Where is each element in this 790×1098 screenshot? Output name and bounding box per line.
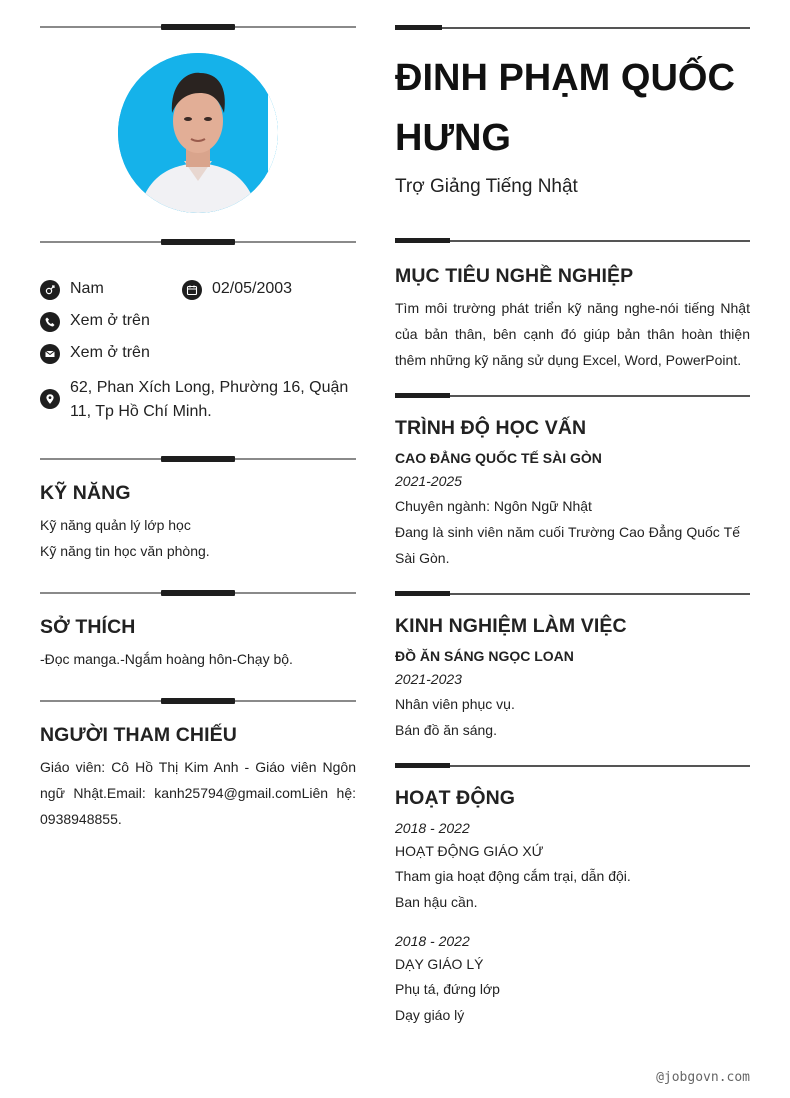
- divider: [40, 697, 356, 705]
- gender-value: Nam: [70, 280, 104, 297]
- education-title: TRÌNH ĐỘ HỌC VẤN: [395, 417, 587, 439]
- experience-line: Bán đồ ăn sáng.: [395, 722, 497, 738]
- birthdate-value: 02/05/2003: [212, 280, 293, 297]
- activities-title: HOẠT ĐỘNG: [395, 787, 516, 809]
- divider: [395, 238, 750, 244]
- experience-company: ĐỒ ĂN SÁNG NGỌC LOAN: [395, 648, 574, 664]
- mail-icon: [40, 344, 60, 364]
- education-major: Chuyên ngành: Ngôn Ngữ Nhật: [395, 498, 592, 514]
- birthdate-row: [182, 280, 292, 300]
- activity-period: 2018 - 2022: [395, 933, 470, 949]
- gender-icon: [40, 280, 60, 300]
- divider: [40, 455, 356, 463]
- education-school: CAO ĐẲNG QUỐC TẾ SÀI GÒN: [395, 450, 602, 466]
- avatar: [118, 53, 278, 213]
- divider: [395, 763, 750, 769]
- objective-text: Tìm môi trường phát triển kỹ năng nghe-nói tiếng Nhật của bản thân, bên cạnh đó giúp bản thân hoàn thiện thêm những kỹ năng sử dụng Excel, Word, PowerPoint.: [395, 300, 750, 368]
- references-title: NGƯỜI THAM CHIẾU: [40, 724, 237, 746]
- references-text: Giáo viên: Cô Hồ Thị Kim Anh - Giáo viên Ngôn ngữ Nhật.Email: kanh25794@gmail.comLiên hệ: 0938948855.: [40, 759, 356, 827]
- hobbies-text: -Đọc manga.-Ngắm hoàng hôn-Chạy bộ.: [40, 651, 293, 667]
- gender-row: [40, 280, 104, 300]
- activity-line: Phụ tá, đứng lớp: [395, 981, 500, 997]
- address-row: [40, 376, 356, 424]
- candidate-role: Trợ Giảng Tiếng Nhật: [395, 176, 578, 197]
- activity-period: 2018 - 2022: [395, 820, 470, 836]
- email-row: [40, 344, 150, 364]
- experience-title: KINH NGHIỆM LÀM VIỆC: [395, 615, 627, 637]
- activity-line: Tham gia hoạt động cắm trại, dẫn đội.: [395, 868, 631, 884]
- divider: [395, 591, 750, 597]
- activity-name: DẠY GIÁO LÝ: [395, 956, 484, 972]
- divider: [395, 25, 750, 31]
- watermark: @jobgovn.com: [656, 1070, 750, 1085]
- hobbies-title: SỞ THÍCH: [40, 616, 136, 638]
- phone-icon: [40, 312, 60, 332]
- calendar-icon: [182, 280, 202, 300]
- divider: [40, 589, 356, 597]
- skills-title: KỸ NĂNG: [40, 482, 131, 504]
- address-value: 62, Phan Xích Long, Phường 16, Quận 11, Tp Hồ Chí Minh.: [70, 379, 349, 420]
- activity-line: Dạy giáo lý: [395, 1007, 465, 1023]
- divider: [395, 393, 750, 399]
- candidate-name: ĐINH PHẠM QUỐC HƯNG: [395, 57, 735, 159]
- objective-title: MỤC TIÊU NGHỀ NGHIỆP: [395, 265, 634, 287]
- experience-line: Nhân viên phục vụ.: [395, 696, 515, 712]
- skill-item: Kỹ năng quản lý lớp học: [40, 517, 191, 533]
- skill-item: Kỹ năng tin học văn phòng.: [40, 543, 210, 559]
- phone-value: Xem ở trên: [70, 312, 150, 329]
- divider: [40, 238, 356, 246]
- divider: [40, 23, 356, 31]
- activity-name: HOẠT ĐỘNG GIÁO XỨ: [395, 843, 544, 859]
- experience-period: 2021-2023: [395, 671, 462, 687]
- email-value: Xem ở trên: [70, 344, 150, 361]
- education-period: 2021-2025: [395, 473, 462, 489]
- location-pin-icon: [40, 389, 60, 409]
- education-note: Đang là sinh viên năm cuối Trường Cao Đẳng Quốc Tế Sài Gòn.: [395, 524, 740, 566]
- phone-row: [40, 312, 150, 332]
- activity-line: Ban hậu cần.: [395, 894, 478, 910]
